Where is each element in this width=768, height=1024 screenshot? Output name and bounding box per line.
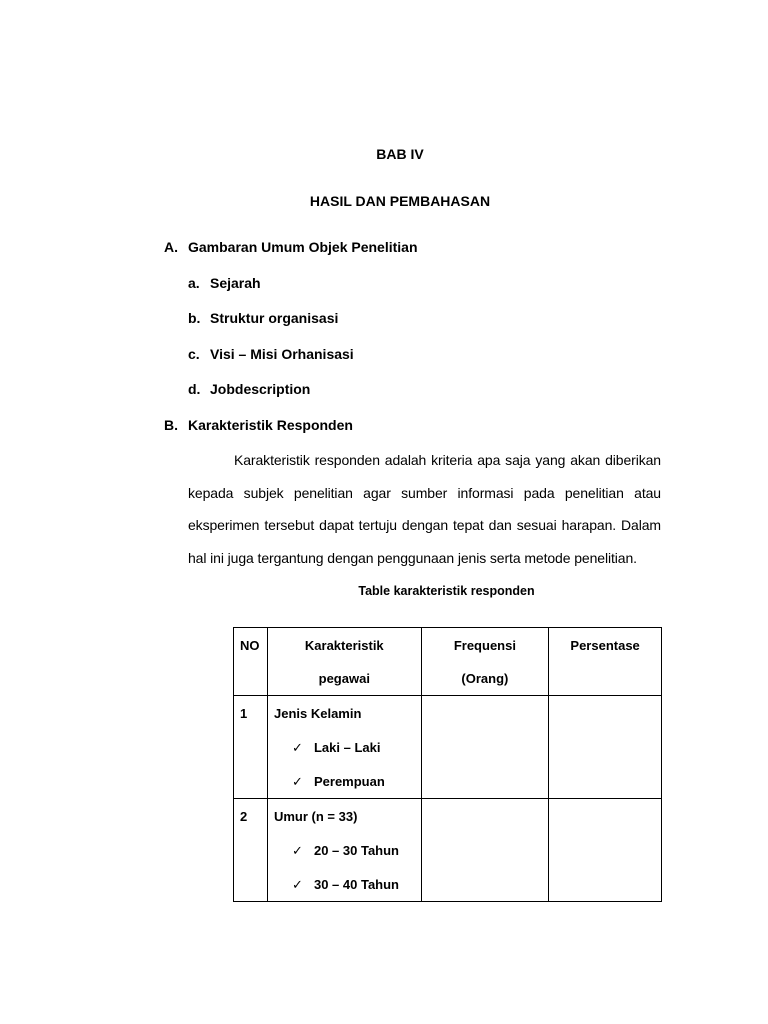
row-karakteristik-cell — [267, 696, 421, 799]
row-no: 2 — [240, 809, 248, 824]
header-frequensi-line1: Frequensi — [453, 638, 516, 653]
section-b-title: Karakteristik Responden — [188, 417, 353, 433]
header-karakteristik-line2: pegawai — [318, 671, 370, 686]
section-a-item-label: Visi – Misi Orhanisasi — [210, 346, 354, 362]
section-a-item-marker: d. — [188, 381, 201, 397]
row-sub-label: Perempuan — [313, 774, 385, 789]
header-persentase-label: Persentase — [570, 638, 640, 653]
row-no-cell — [234, 799, 268, 902]
checkmark-icon: ✓ — [291, 740, 303, 755]
section-a-item-label: Jobdescription — [210, 381, 311, 397]
chapter-number: BAB IV — [376, 146, 424, 162]
header-frequensi — [421, 628, 549, 696]
checkmark-icon: ✓ — [291, 877, 303, 892]
table-header-row — [234, 628, 662, 696]
row-frequensi-cell — [421, 799, 549, 902]
respondent-table — [233, 627, 662, 902]
row-persentase-cell — [549, 696, 662, 799]
header-persentase — [549, 628, 662, 696]
row-karakteristik-cell — [267, 799, 421, 902]
row-sub-label: 30 – 40 Tahun — [313, 877, 399, 892]
table-row — [234, 799, 662, 902]
header-karakteristik — [267, 628, 421, 696]
section-a-item-marker: a. — [188, 275, 200, 291]
row-sub-label: Laki – Laki — [313, 740, 381, 755]
paragraph-line: kepada subjek penelitian agar sumber informasi pada penelitian atau — [188, 484, 661, 501]
row-title: Jenis Kelamin — [273, 706, 362, 721]
section-a-marker: A. — [164, 239, 178, 255]
section-a-item-label: Struktur organisasi — [210, 310, 339, 326]
section-a-item-label: Sejarah — [210, 275, 261, 291]
table-caption: Table karakteristik responden — [358, 584, 535, 598]
checkmark-icon: ✓ — [291, 843, 303, 858]
header-no-label: NO — [240, 638, 260, 653]
paragraph-line: eksperimen tersebut dapat tertuju dengan tepat dan sesuai harapan. Dalam — [188, 517, 661, 533]
chapter-title: HASIL DAN PEMBAHASAN — [309, 193, 491, 209]
section-b-marker: B. — [164, 417, 178, 433]
checkmark-icon: ✓ — [291, 774, 303, 789]
row-sub-item — [268, 730, 421, 764]
header-karakteristik-line1: Karakteristik — [304, 638, 384, 653]
row-title: Umur (n = 33) — [273, 809, 358, 824]
row-frequensi-cell — [421, 696, 549, 799]
section-a-title: Gambaran Umum Objek Penelitian — [188, 239, 418, 255]
paragraph-line: Karakteristik responden adalah kriteria apa saja yang akan diberikan — [234, 452, 661, 468]
row-no-cell — [234, 696, 268, 799]
section-b-paragraph — [188, 444, 661, 574]
row-persentase-cell — [549, 799, 662, 902]
row-sub-item — [268, 867, 421, 901]
header-frequensi-line2: (Orang) — [461, 671, 509, 686]
row-sub-item — [268, 833, 421, 867]
row-no: 1 — [240, 706, 248, 721]
row-sub-item — [268, 764, 421, 798]
paragraph-line: hal ini juga tergantung dengan penggunaan jenis serta metode penelitian. — [188, 549, 637, 566]
section-a-item-marker: c. — [188, 346, 200, 362]
header-no — [234, 628, 268, 696]
row-sub-label: 20 – 30 Tahun — [313, 843, 399, 858]
table-row — [234, 696, 662, 799]
section-a-item-marker: b. — [188, 310, 201, 326]
